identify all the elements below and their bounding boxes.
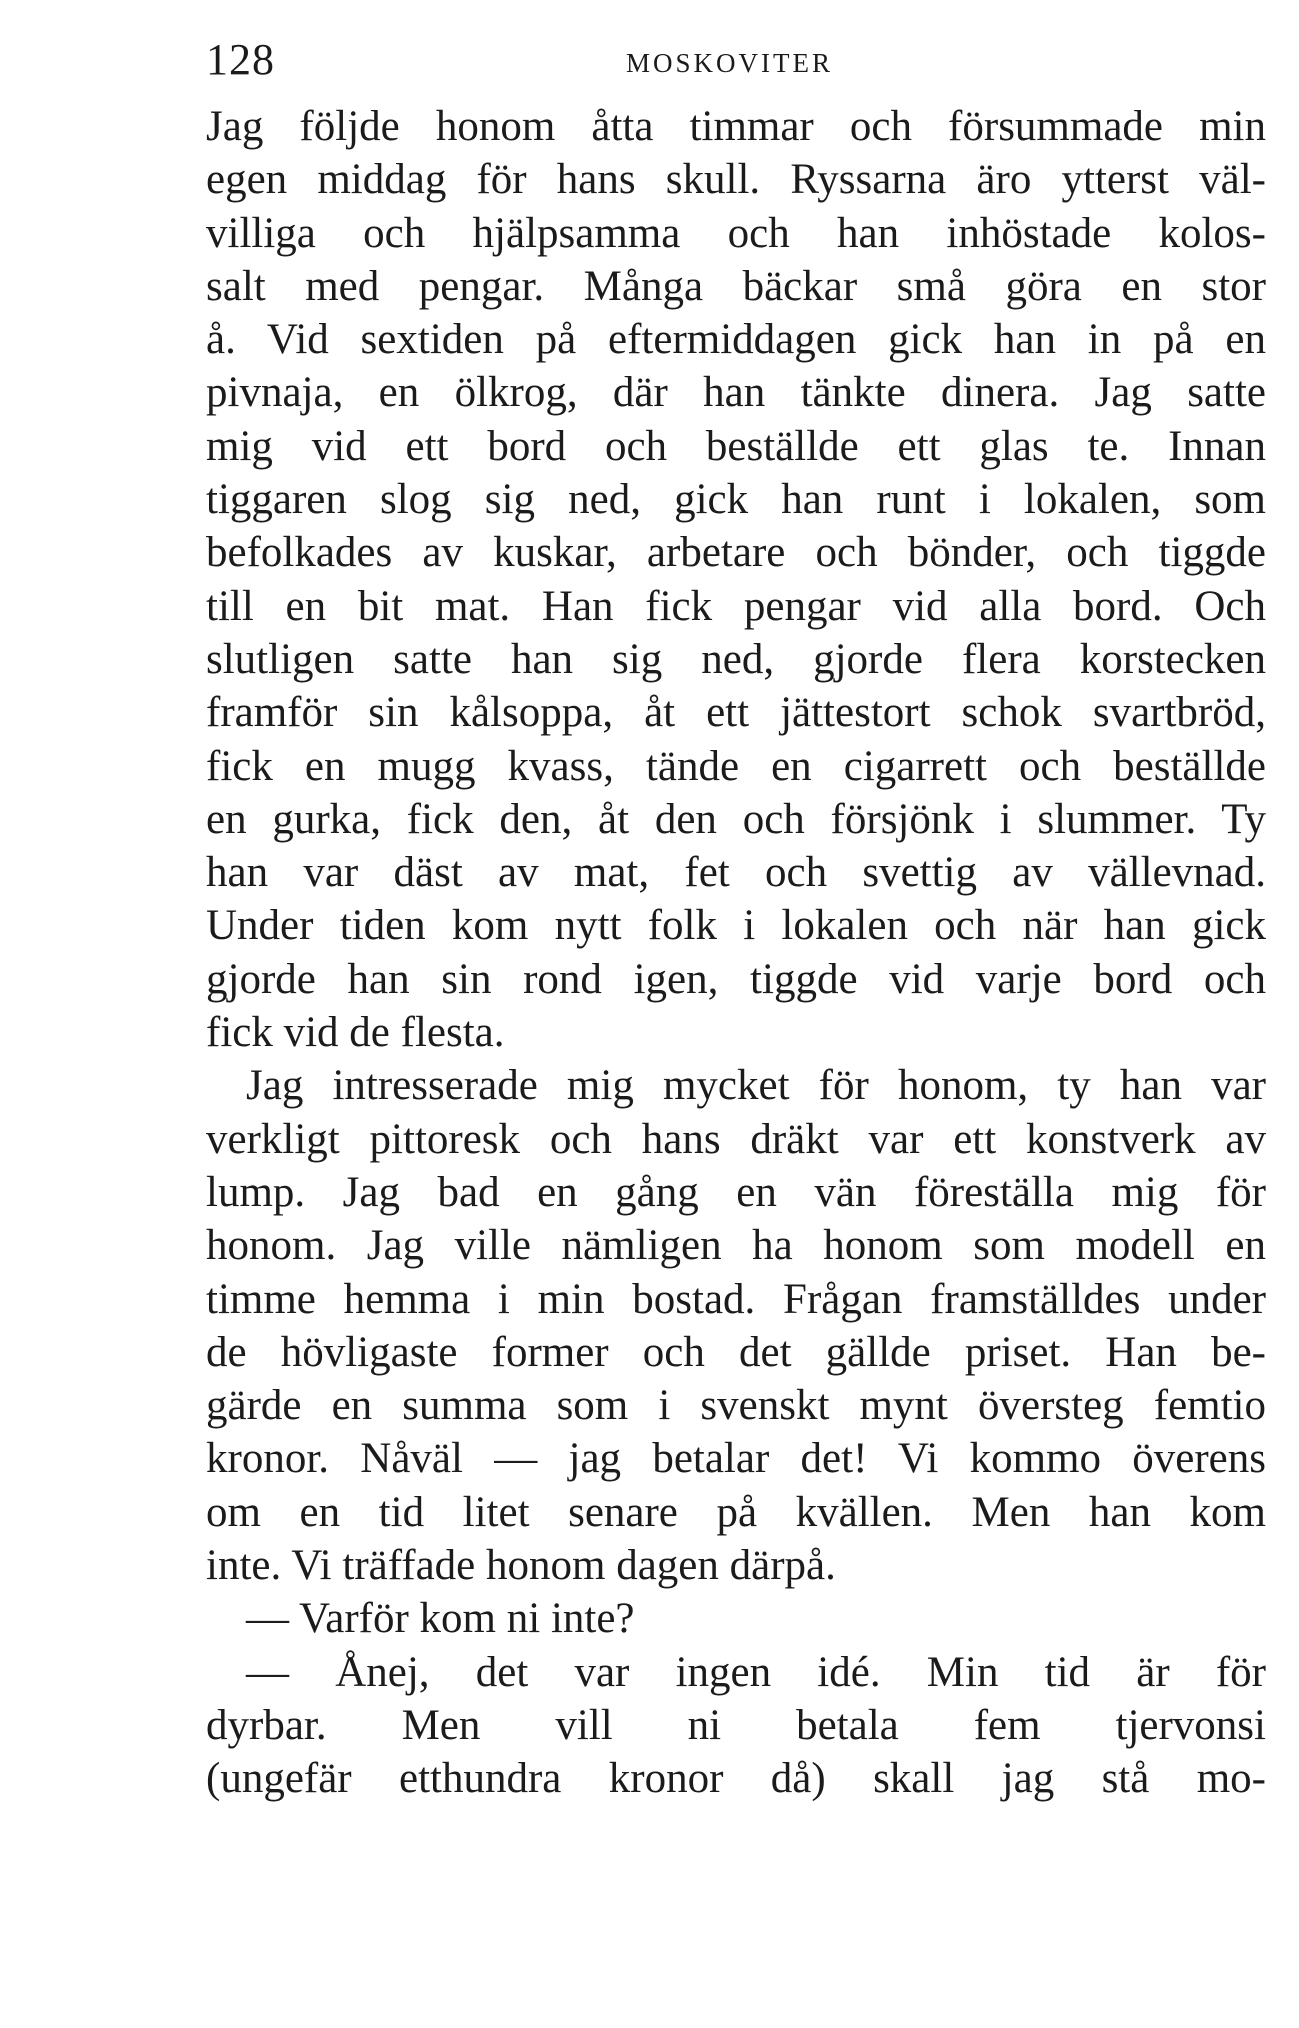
- text-line: en gurka, fick den, åt den och försjönk i slummer. Ty: [206, 795, 1266, 843]
- running-head: MOSKOVITER: [626, 48, 834, 78]
- text-line: dyrbar. Men vill ni betala fem tjervonsi: [206, 1701, 1266, 1749]
- text-line: framför sin kålsoppa, åt ett jättestort schok svartbröd,: [206, 689, 1266, 737]
- body-text: [206, 100, 1266, 1806]
- text-line: villiga och hjälpsamma och han inhöstade kolos-: [206, 209, 1266, 257]
- text-line: fick en mugg kvass, tände en cigarrett och beställde: [206, 742, 1266, 790]
- text-line: — Varför kom ni inte?: [246, 1595, 635, 1643]
- text-line: lump. Jag bad en gång en vän föreställa mig för: [206, 1168, 1266, 1216]
- text-line: de hövligaste former och det gällde priset. Han be-: [206, 1328, 1266, 1376]
- text-line: kronor. Nåväl — jag betalar det! Vi kommo överens: [206, 1435, 1266, 1483]
- text-line: inte. Vi träffade honom dagen därpå.: [206, 1542, 836, 1590]
- text-line: fick vid de flesta.: [206, 1009, 505, 1057]
- text-line: timme hemma i min bostad. Frågan framställdes under: [206, 1275, 1266, 1323]
- text-line: befolkades av kuskar, arbetare och bönder, och tiggde: [206, 529, 1266, 577]
- text-line: Jag följde honom åtta timmar och försummade min: [206, 103, 1266, 150]
- text-line: till en bit mat. Han fick pengar vid alla bord. Och: [206, 582, 1266, 630]
- text-line: om en tid litet senare på kvällen. Men han kom: [206, 1488, 1266, 1536]
- text-line: gjorde han sin rond igen, tiggde vid varje bord och: [206, 955, 1266, 1003]
- text-line: verkligt pittoresk och hans dräkt var ett konstverk av: [206, 1115, 1266, 1163]
- text-line: salt med pengar. Många bäckar små göra en stor: [206, 262, 1266, 310]
- text-line: honom. Jag ville nämligen ha honom som modell en: [206, 1222, 1266, 1270]
- text-line: å. Vid sextiden på eftermiddagen gick han in på en: [206, 316, 1266, 364]
- page-header: [206, 34, 1266, 94]
- text-line: gärde en summa som i svenskt mynt översteg femtio: [206, 1382, 1266, 1430]
- text-line: (ungefär etthundra kronor då) skall jag stå mo-: [206, 1755, 1266, 1803]
- text-line: han var däst av mat, fet och svettig av vällevnad.: [206, 849, 1266, 897]
- text-line: tiggaren slog sig ned, gick han runt i lokalen, som: [206, 476, 1266, 524]
- text-line: pivnaja, en ölkrog, där han tänkte dinera. Jag satte: [206, 369, 1266, 417]
- text-line: egen middag för hans skull. Ryssarna äro ytterst väl-: [206, 156, 1266, 204]
- text-line: slutligen satte han sig ned, gjorde flera korstecken: [206, 635, 1266, 683]
- text-line: Under tiden kom nytt folk i lokalen och när han gick: [206, 902, 1266, 950]
- text-line: mig vid ett bord och beställde ett glas te. Innan: [206, 422, 1266, 470]
- page-number: 128: [206, 35, 275, 84]
- text-line: Jag intresserade mig mycket för honom, ty han var: [246, 1062, 1266, 1110]
- text-line: — Ånej, det var ingen idé. Min tid är för: [246, 1648, 1266, 1696]
